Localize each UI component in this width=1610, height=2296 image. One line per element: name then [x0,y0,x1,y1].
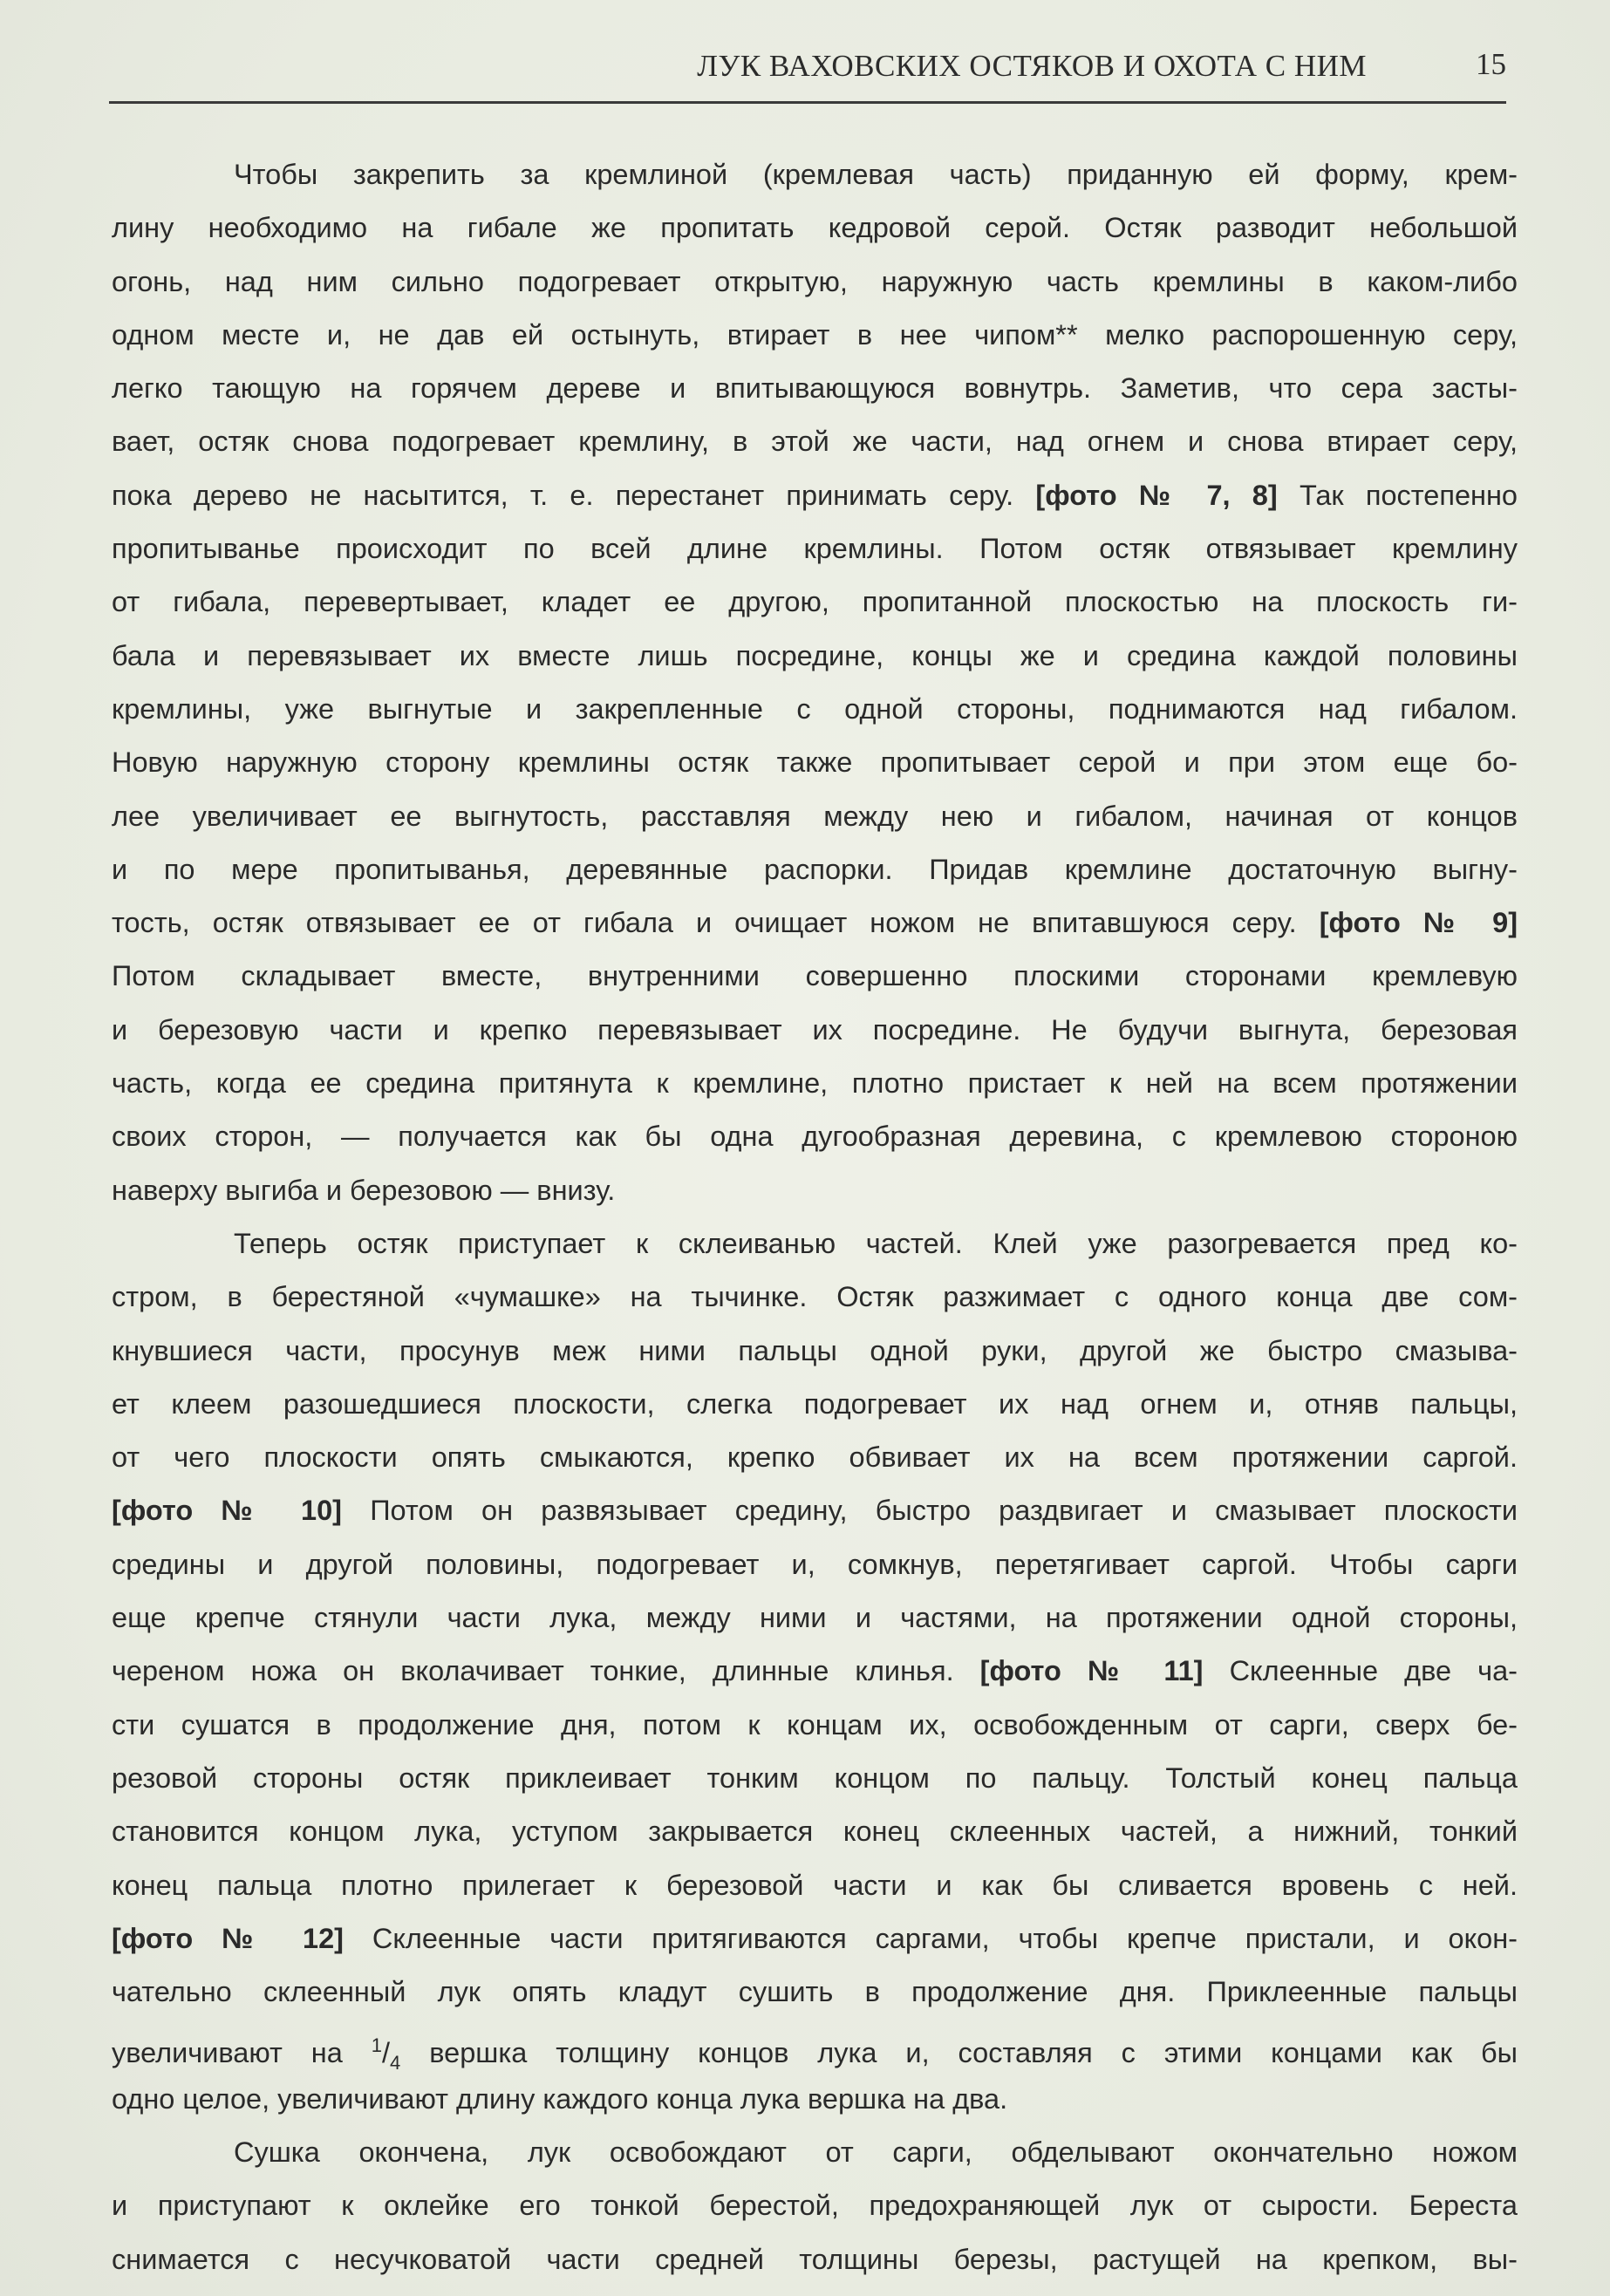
line-text: средины и другой половины, подогревает и, сомкнув, перетягивает саргой. Чтобы сарги [112,1548,1518,1580]
text-line [112,576,1518,629]
text-line [112,1538,1518,1591]
line-text: чательно склеенный лук опять кладут сушить в продолжение дня. Приклеенные пальцы [112,1976,1518,2008]
text-line [112,843,1518,896]
photo-reference: [фото № 10] [112,1495,342,1527]
line-text: наверху выгиба и березовою — внизу. [112,1174,616,1206]
text-line [112,1217,1518,1271]
line-text: от гибала, перевертывает, кладет ее другою, пропитанной плоскостью на плоскость ги- [112,586,1518,618]
line-text: лину необходимо на гибале же пропитать кедровой серой. Остяк разводит небольшой [112,212,1518,244]
line-text: и по мере пропитыванья, деревянные распорки. Придав кремлине достаточную выгну- [112,853,1518,885]
text-line [112,1431,1518,1484]
text-line [112,1057,1518,1110]
fraction-numerator: 1 [371,2034,383,2057]
line-text: и приступают к оклейке его тонкой берестой, предохраняющей лук от сырости. Береста [112,2190,1518,2222]
text-line [112,2126,1518,2179]
text-line [112,255,1518,309]
line-text: Новую наружную сторону кремлины остяк также пропитывает серой и при этом еще бо- [112,746,1518,779]
text-line [112,630,1518,683]
text-line [112,469,1518,522]
line-text: резовой стороны остяк приклеивает тонким концом по пальцу. Толстый конец пальца [112,1761,1518,1794]
text-line [112,148,1518,201]
text-line [112,1378,1518,1431]
line-text: часть, когда ее средина притянута к кремлине, плотно пристает к ней на всем протяжении [112,1067,1518,1100]
line-text: кнувшиеся части, просунув меж ними пальцы одной руки, другой же быстро смазыва- [112,1334,1518,1366]
line-text: снимается с несучковатой части средней толщины березы, растущей на крепком, вы- [112,2243,1518,2275]
line-text: вершка толщину концов лука и, составляя с этими концами как бы [429,2037,1518,2069]
line-text: становится концом лука, уступом закрывается конец склеенных частей, а нижний, тонкий [112,1816,1518,1848]
fraction: $^1/_4$ [371,2034,401,2073]
line-text: Сушка окончена, лук освобождают от сарги, обделывают окончательно ножом [234,2136,1518,2168]
line-text: вает, остяк снова подогревает кремлину, в этой же части, над огнем и снова втирает серу, [112,426,1518,458]
line-text: сти сушатся в продолжение дня, потом к концам их, освобожденным от сарги, сверх бе- [112,1708,1518,1741]
text-line [112,362,1518,415]
line-text: лее увеличивает ее выгнутость, расставляя между нею и гибалом, начиная от концов [112,800,1518,832]
line-text: череном ножа он вколачивает тонкие, длинные клинья. [112,1655,954,1687]
photo-reference: [фото № 12] [112,1922,344,1954]
line-text: одно целое, увеличивают длину каждого конца лука вершка на два. [112,2082,1008,2115]
line-text: бала и перевязывает их вместе лишь посредине, концы же и средина каждой половины [112,639,1518,671]
text-line [112,1591,1518,1645]
line-text: Потом складывает вместе, внутренними совершенно плоскими сторонами кремлевую [112,960,1518,992]
text-line [112,2073,1518,2126]
line-text: от чего плоскости опять смыкаются, крепко обвивает их на всем протяжении саргой. [112,1441,1518,1474]
text-line [112,415,1518,468]
line-text: кремлины, уже выгнутые и закрепленные с одной стороны, поднимаются над гибалом. [112,692,1518,725]
text-line [112,1859,1518,1912]
photo-reference: [фото № 9] [1319,907,1518,939]
line-text: стром, в берестяной «чумашке» на тычинке. Остяк разжимает с одного конца две сом- [112,1281,1518,1313]
text-line [112,2179,1518,2232]
line-text: увеличивают на [112,2037,343,2069]
line-text: Чтобы закрепить за кремлиной (кремлевая часть) приданную ей форму, крем- [234,159,1518,190]
line-text: огонь, над ним сильно подогревает открытую, наружную часть кремлины в каком-либо [112,265,1518,297]
page-header [109,45,1506,104]
text-line [112,683,1518,736]
line-text: ет клеем разошедшиеся плоскости, слегка подогревает их над огнем и, отняв пальцы, [112,1387,1518,1420]
photo-reference: [фото № 7, 8] [1035,479,1278,511]
text-line [112,790,1518,843]
line-text: Склеенные части притягиваются саргами, чтобы крепче пристали, и окон- [372,1922,1518,1954]
fraction-denominator: 4 [390,2052,401,2073]
text-line [112,736,1518,789]
text-line [112,1484,1518,1537]
text-line [112,2233,1518,2286]
text-line [112,309,1518,362]
text-line [112,1645,1518,1698]
text-line [112,1752,1518,1805]
line-text: и березовую части и крепко перевязывает их посредине. Не будучи выгнута, березовая [112,1013,1518,1046]
line-text: легко тающую на горячем дереве и впитывающуюся вовнутрь. Заметив, что сера засты- [112,372,1518,405]
text-line [112,1966,1518,2019]
text-line [112,1164,1518,1217]
line-text: Потом он развязывает средину, быстро раздвигает и смазывает плоскости [370,1495,1518,1527]
text-line [112,1004,1518,1057]
line-text: пока дерево не насытится, т. е. перестанет принимать серу. [112,479,1014,511]
line-text: Склеенные две ча- [1229,1655,1518,1687]
line-text: пропитыванье происходит по всей длине кремлины. Потом остяк отвязывает кремлину [112,533,1518,565]
text-line [112,201,1518,255]
running-title: ЛУК ВАХОВСКИХ ОСТЯКОВ И ОХОТА С НИМ [697,49,1367,83]
text-line [112,1271,1518,1324]
line-text: Так постепенно [1299,479,1518,511]
line-text: своих сторон, — получается как бы одна дугообразная деревина, с кремлевою стороною [112,1121,1518,1153]
text-line [112,950,1518,1003]
text-line [112,2019,1518,2072]
text-line [112,1325,1518,1378]
text-line [112,1912,1518,1966]
photo-reference: [фото № 11] [979,1655,1204,1687]
line-text: Теперь остяк приступает к склеиванью частей. Клей уже разогревается пред ко- [234,1227,1518,1259]
text-line [112,522,1518,576]
text-line [112,1699,1518,1752]
line-text: одном месте и, не дав ей остынуть, втирает в нее чипом** мелко распорошенную серу, [112,318,1518,351]
text-line [112,1805,1518,1858]
line-text: еще крепче стянули части лука, между ними и частями, на протяжении одной стороны, [112,1602,1518,1634]
page-number: 15 [1476,47,1506,81]
line-text: конец пальца плотно прилегает к березовой части и как бы сливается вровень с ней. [112,1869,1518,1901]
text-line [112,896,1518,950]
body-text [112,148,1518,2286]
text-line [112,1110,1518,1163]
line-text: тость, остяк отвязывает ее от гибала и очищает ножом не впитавшуюся серу. [112,907,1297,939]
